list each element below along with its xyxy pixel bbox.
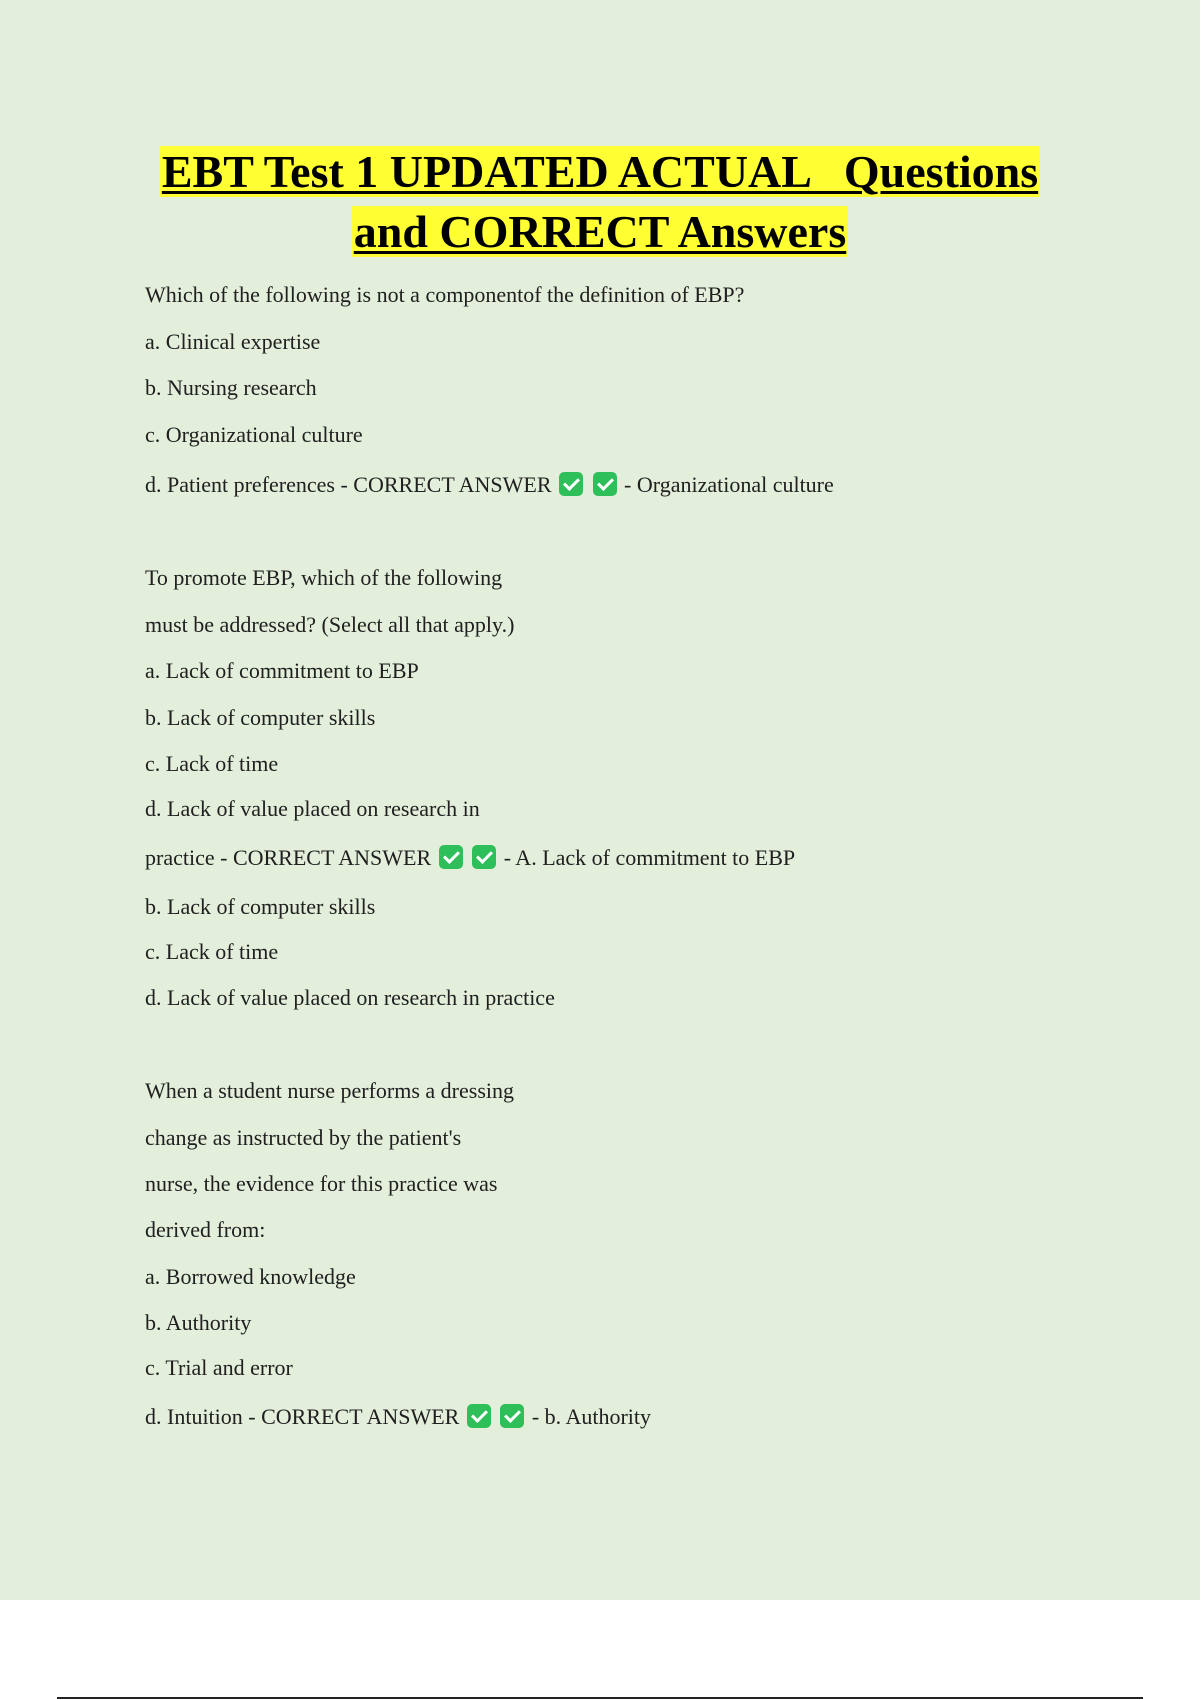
q2-prompt-line-1: To promote EBP, which of the following: [145, 565, 503, 590]
q3-answer-line: [145, 1402, 651, 1432]
q1-prompt-line-1: Which of the following is not a componentof the definition of EBP?: [145, 282, 745, 307]
q3-prompt-line-4: derived from:: [145, 1217, 266, 1242]
q3-option-c: c. Trial and error: [145, 1355, 293, 1380]
q2-option-b: b. Lack of computer skills: [145, 705, 376, 730]
green-check-mark-icon: [467, 1404, 491, 1428]
footer-divider: [57, 1697, 1143, 1699]
q3-prompt-line-2: change as instructed by the patient's: [145, 1125, 462, 1150]
q3-answer-prefix: d. Intuition -: [145, 1404, 262, 1429]
q2-answer-extra-3: d. Lack of value placed on research in practice: [145, 985, 555, 1010]
q3-option-b: b. Authority: [145, 1310, 252, 1335]
q2-option-d: d. Lack of value placed on research in: [145, 796, 480, 821]
green-check-mark-icon: [593, 472, 617, 496]
q1-option-b: b. Nursing research: [145, 375, 317, 400]
q3-prompt-line-3: nurse, the evidence for this practice was: [145, 1171, 498, 1196]
green-check-mark-icon: [500, 1404, 524, 1428]
q1-answer-text: - Organizational culture: [618, 472, 834, 497]
correct-answer-label: CORRECT ANSWER: [232, 845, 432, 870]
green-check-mark-icon: [559, 472, 583, 496]
correct-answer-label: CORRECT ANSWER: [353, 472, 552, 497]
q1-option-c: c. Organizational culture: [145, 422, 363, 447]
q1-answer-line: [145, 470, 834, 500]
document-title: [0, 142, 1200, 262]
q2-answer-text: - A. Lack of commitment to EBP: [498, 845, 796, 870]
q2-answer-extra-1: b. Lack of computer skills: [145, 894, 376, 919]
green-check-mark-icon: [472, 845, 496, 869]
correct-answer-label: CORRECT ANSWER: [261, 1404, 460, 1429]
q1-answer-prefix: d. Patient preferences -: [145, 472, 354, 497]
q2-option-a: a. Lack of commitment to EBP: [145, 658, 419, 683]
q3-answer-text: - b. Authority: [526, 1404, 652, 1429]
q2-option-c: c. Lack of time: [145, 751, 279, 776]
q2-prompt-line-2: must be addressed? (Select all that apply.): [145, 612, 515, 637]
q3-prompt-line-1: When a student nurse performs a dressing: [145, 1078, 515, 1103]
q1-option-a: a. Clinical expertise: [145, 329, 321, 354]
q2-answer-line: [145, 843, 795, 873]
title-line-2: and CORRECT Answers: [353, 206, 847, 257]
q2-answer-extra-2: c. Lack of time: [145, 939, 279, 964]
q2-answer-prefix: practice -: [145, 845, 233, 870]
title-line-1: EBT Test 1 UPDATED ACTUAL Questions: [161, 146, 1039, 197]
q3-option-a: a. Borrowed knowledge: [145, 1264, 356, 1289]
green-check-mark-icon: [439, 845, 463, 869]
